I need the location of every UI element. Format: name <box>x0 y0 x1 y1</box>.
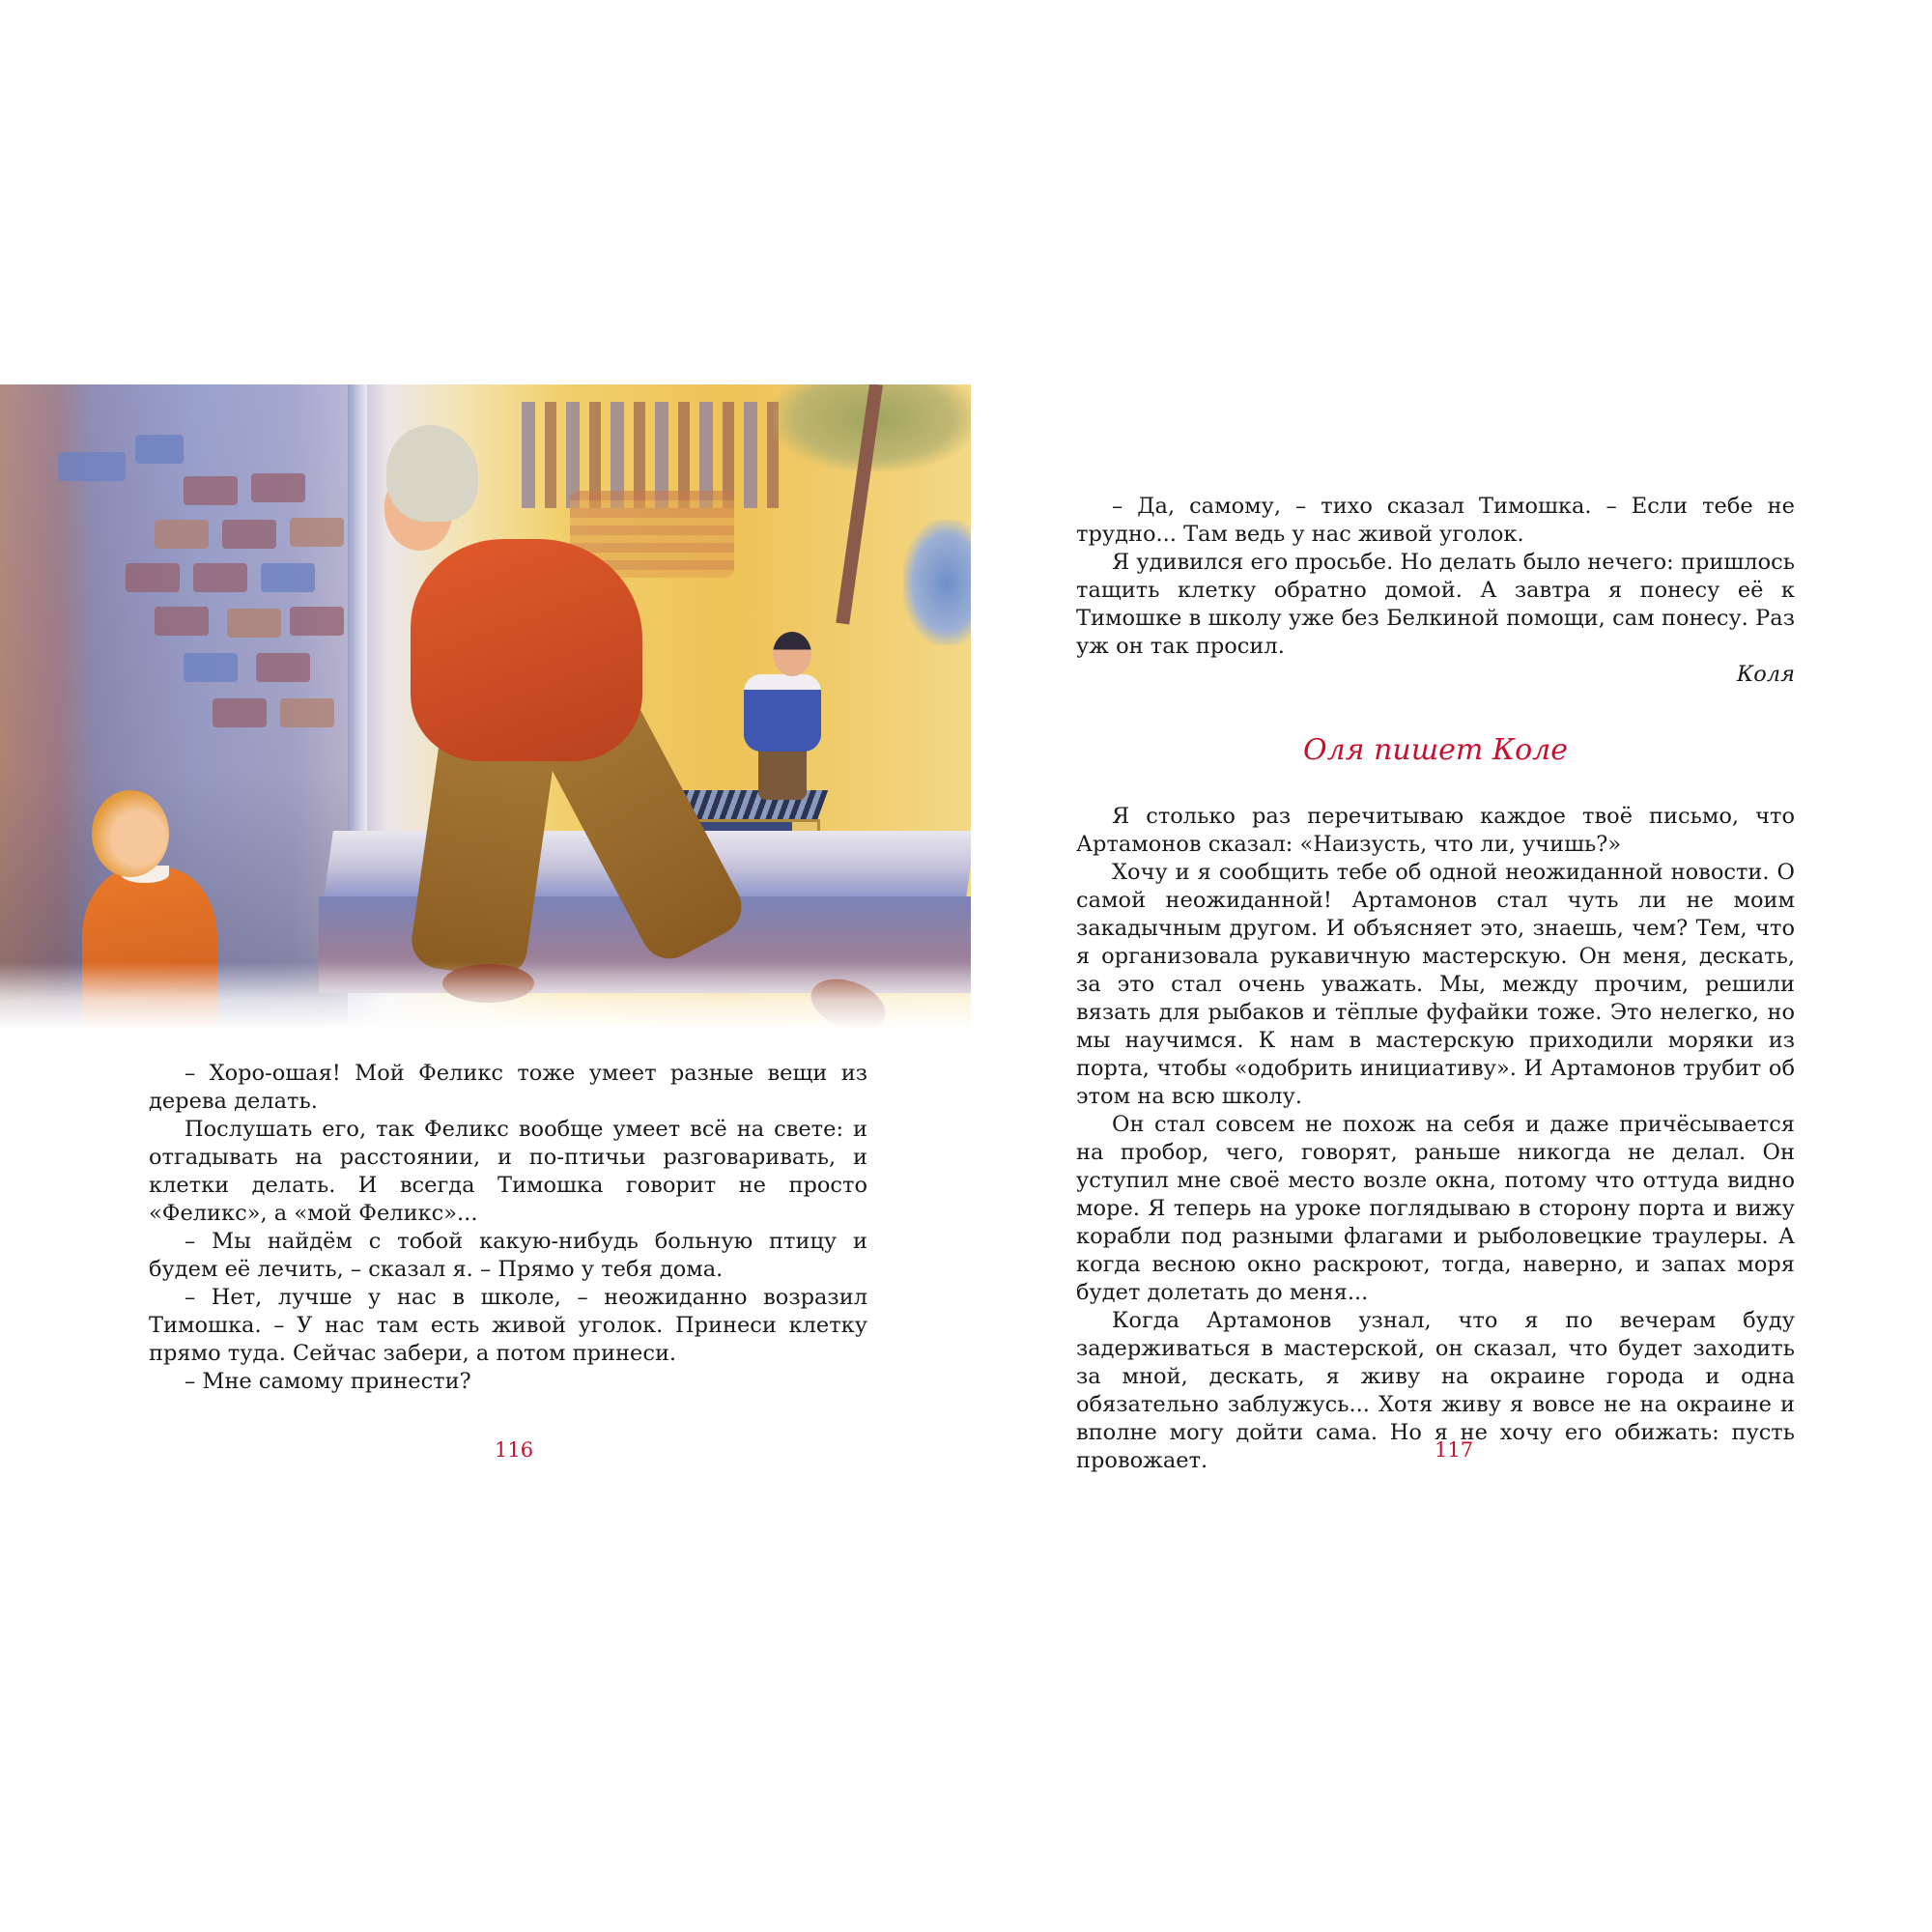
right-text-column <box>1076 493 1795 1475</box>
brick <box>58 452 126 481</box>
brick <box>222 520 276 549</box>
paragraph: Хочу и я сообщить тебе об одной неожиданной новости. О самой неожиданной! Артамонов стал чуть ли не моим закадычным другом. И объясняет это, знаешь, чем? Тем, что я организовала рукавичную мастерскую. Он меня, дескать, за это стал очень уважать. Мы, между прочим, решили вязать для рыбаков и тёплые фуфайки тоже. Это нелегко, но мы научимся. К нам в мастерскую приходили моряки из порта, чтобы «одобрить инициативу». И Артамонов трубит об этом на всю школу. <box>1076 860 1795 1109</box>
brick <box>193 563 247 592</box>
left-text-column <box>149 1060 867 1396</box>
paragraph: – Мне самому принести? <box>185 1369 471 1394</box>
chapter-title: Оля пишет Коле <box>1302 733 1569 767</box>
paragraph: Когда Артамонов узнал, что я по вечерам буду задерживаться в мастерской, он сказал, что будет заходить за мной, дескать, я живу на окраине города и одна обязательно заблужусь... Хотя живу я вовсе не на окраине и вполне могу дойти сама. Но я не хочу его обижать: пусть провожает. <box>1076 1308 1795 1473</box>
paragraph: – Нет, лучше у нас в школе, – неожиданно возразил Тимошка. – У нас там есть живой уголок. Принеси клетку прямо туда. Сейчас забери, а потом принеси. <box>149 1285 867 1366</box>
brick <box>227 609 281 638</box>
kid-with-glasses <box>744 674 821 752</box>
boy-red-shirt <box>411 539 642 761</box>
brick <box>290 518 344 547</box>
brick <box>126 563 180 592</box>
brick <box>184 653 238 682</box>
paragraph: Я удивился его просьбе. Но делать было нечего: пришлось тащить клетку обратно домой. А завтра я понесу её к Тимошке в школу уже без Белкиной помощи, сам понесу. Раз уж он так просил. <box>1076 550 1795 659</box>
torn-paper-edge <box>0 962 971 1030</box>
brick <box>251 473 305 502</box>
brick <box>280 698 334 727</box>
brick <box>155 520 209 549</box>
paragraph: Послушать его, так Феликс вообще умеет всё на свете: и отгадывать на расстоянии, и по-птичьи разговаривать, и клетки делать. И всегда Тимошка говорит не просто «Феликс», а «мой Феликс»... <box>149 1117 867 1226</box>
brick <box>155 607 209 636</box>
brick <box>261 563 315 592</box>
brick <box>290 607 344 636</box>
paragraph: – Мы найдём с тобой какую-нибудь больную птицу и будем её лечить, – сказал я. – Прямо у тебя дома. <box>149 1229 867 1282</box>
paragraph: Я столько раз перечитываю каждое твоё письмо, что Артамонов сказал: «Наизусть, что ли, учишь?» <box>1076 804 1795 857</box>
page-number-left: 116 <box>495 1438 534 1462</box>
brick <box>184 476 238 505</box>
boy-hair <box>386 425 478 522</box>
page-number-right: 117 <box>1435 1438 1474 1462</box>
girl-head <box>92 790 169 877</box>
brick <box>256 653 310 682</box>
paragraph: – Да, самому, – тихо сказал Тимошка. – Если тебе не трудно... Там ведь у нас живой уголок. <box>1076 494 1795 547</box>
illustration <box>0 384 971 1030</box>
brick <box>135 435 184 464</box>
paragraph: Он стал совсем не похож на себя и даже причёсывается на пробор, чего, говорят, раньше никогда не делал. Он уступил мне своё место возле окна, потому что оттуда видно море. Я теперь на уроке поглядываю в сторону порта и вижу корабли под разными флагами и рыболовецкие траулеры. А когда весною окно раскроют, тогда, наверно, и запах моря будет долетать до меня... <box>1076 1112 1795 1305</box>
kid-head <box>773 632 811 676</box>
paragraph: – Хоро-ошая! Мой Феликс тоже умеет разные вещи из дерева делать. <box>149 1061 867 1114</box>
brick <box>213 698 267 727</box>
signature: Коля <box>1736 662 1795 687</box>
rock <box>903 520 971 645</box>
